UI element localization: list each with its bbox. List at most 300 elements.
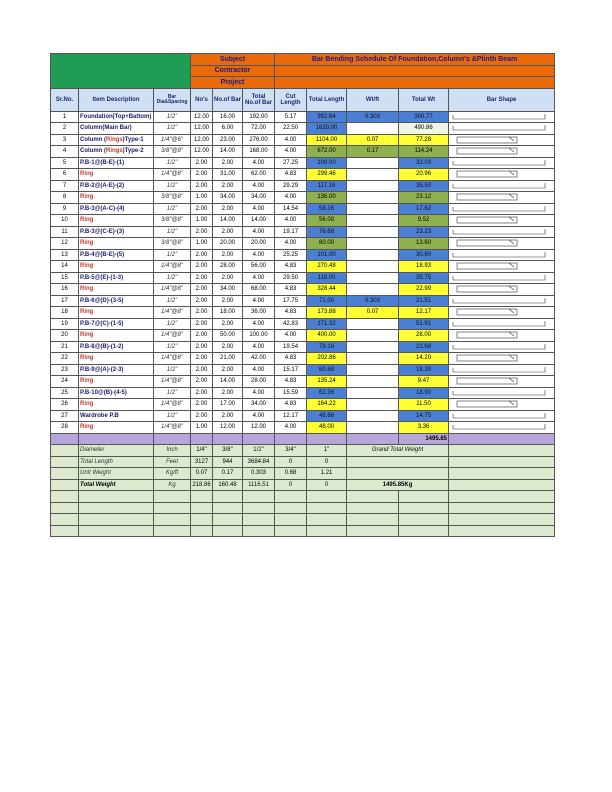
bar-shape-cell <box>449 376 555 388</box>
cut-length-cell: 27.25 <box>275 157 307 169</box>
empty-cell <box>243 491 275 503</box>
empty-cell <box>213 491 243 503</box>
summary-value: 3127 <box>191 456 213 468</box>
nos-cell: 12.00 <box>191 134 213 146</box>
col-item: Item Description <box>79 88 154 111</box>
nos-cell: 12.00 <box>191 111 213 123</box>
straight-bar-icon <box>449 296 553 306</box>
empty-cell <box>79 525 154 537</box>
nos-cell: 2.00 <box>191 410 213 422</box>
summary-value: 1/4" <box>191 445 213 457</box>
header-row-subject <box>51 54 555 66</box>
summary-value: 1116.51 <box>243 479 275 491</box>
sr-cell: 1 <box>51 111 79 123</box>
summary-value: 1/2" <box>243 445 275 457</box>
sr-cell: 19 <box>51 318 79 330</box>
nos-cell: 2.00 <box>191 284 213 296</box>
ring-text: Ring <box>80 194 94 201</box>
total-no-cell: 192.00 <box>243 111 275 123</box>
no-of-bar-cell: 14.00 <box>213 376 243 388</box>
total-wt-cell: 9.47 <box>399 376 449 388</box>
desc-text: P.B-10@(B)-(4-5) <box>80 389 127 396</box>
item-description <box>79 318 154 330</box>
summary-value: 0 <box>307 479 347 491</box>
nos-cell: 2.00 <box>191 169 213 181</box>
summary-value: 1.21 <box>307 468 347 480</box>
item-description <box>79 215 154 227</box>
table-row <box>51 123 555 135</box>
summary-value: 0.68 <box>275 468 307 480</box>
total-no-cell: 36.00 <box>243 307 275 319</box>
total-no-cell: 62.00 <box>243 169 275 181</box>
empty-cell <box>399 491 449 503</box>
straight-bar-icon <box>449 319 553 329</box>
bar-shape-cell <box>449 399 555 411</box>
empty-cell <box>213 502 243 514</box>
total-wt-cell: 17.62 <box>399 203 449 215</box>
total-wt-cell: 21.51 <box>399 295 449 307</box>
no-of-bar-cell: 6.00 <box>213 123 243 135</box>
total-no-cell: 4.00 <box>243 410 275 422</box>
grand-total-kg: 1495.85Kg <box>347 479 449 491</box>
summary-blank <box>449 479 555 491</box>
summary-value: 0.17 <box>213 468 243 480</box>
sr-cell: 9 <box>51 203 79 215</box>
item-description <box>79 307 154 319</box>
ring-shape-icon <box>449 376 553 386</box>
wt-ft-cell <box>347 399 399 411</box>
summary-value: 0.303 <box>243 468 275 480</box>
bar-shape-cell <box>449 192 555 204</box>
nos-cell: 12.00 <box>191 123 213 135</box>
empty-cell <box>449 525 555 537</box>
cut-length-cell: 4.83 <box>275 284 307 296</box>
sr-cell: 23 <box>51 364 79 376</box>
ring-text: Rings <box>106 136 123 143</box>
total-length-cell: 270.48 <box>307 261 347 273</box>
desc-text: P.B-2@(A-E)-(2) <box>80 182 125 189</box>
sr-cell: 27 <box>51 410 79 422</box>
total-length-cell: 135.24 <box>307 376 347 388</box>
sr-cell: 14 <box>51 261 79 273</box>
total-length-cell: 672.00 <box>307 146 347 158</box>
straight-bar-icon <box>449 273 553 283</box>
desc-text: P.B-3@(A-C)-(4) <box>80 205 125 212</box>
sr-cell: 5 <box>51 157 79 169</box>
empty-cell <box>449 502 555 514</box>
empty-cell <box>154 525 191 537</box>
table-row <box>51 169 555 181</box>
nos-cell: 2.00 <box>191 203 213 215</box>
wt-ft-cell: 0.303 <box>347 111 399 123</box>
bar-dia-cell: 1/2" <box>154 180 191 192</box>
wt-ft-cell: 0.303 <box>347 295 399 307</box>
total-no-cell: 4.00 <box>243 272 275 284</box>
empty-cell <box>51 514 79 526</box>
no-of-bar-cell: 23.00 <box>213 134 243 146</box>
item-description <box>79 169 154 181</box>
summary-blank <box>347 456 449 468</box>
summary-value: 3/4" <box>275 445 307 457</box>
desc-text: P.B-6@(D)-(3-5) <box>80 297 124 304</box>
cut-length-cell: 22.50 <box>275 123 307 135</box>
table-row <box>51 272 555 284</box>
total-wt-cell: 23.12 <box>399 192 449 204</box>
summary-value: 3/8" <box>213 445 243 457</box>
col-shape: Bar Shape <box>449 88 555 111</box>
ring-shape-icon <box>449 238 553 248</box>
table-row <box>51 330 555 342</box>
empty-cell <box>399 502 449 514</box>
cut-length-cell: 4.00 <box>275 134 307 146</box>
nos-cell: 2.00 <box>191 295 213 307</box>
bbs-table <box>50 53 555 537</box>
desc-text: Foundation(Top+Battom) <box>80 113 152 120</box>
nos-cell: 1.00 <box>191 238 213 250</box>
bar-shape-cell <box>449 157 555 169</box>
bar-shape-cell <box>449 169 555 181</box>
bar-shape-cell <box>449 249 555 261</box>
bar-shape-cell <box>449 180 555 192</box>
summary-label: Diameter <box>79 445 154 457</box>
total-wt-cell: 18.39 <box>399 364 449 376</box>
cut-length-cell: 4.00 <box>275 330 307 342</box>
total-length-cell: 76.68 <box>307 226 347 238</box>
no-of-bar-cell: 16.00 <box>213 111 243 123</box>
wt-ft-cell <box>347 226 399 238</box>
cut-length-cell: 4.00 <box>275 422 307 434</box>
desc-text: P.B-3@(C-E)-(3) <box>80 228 125 235</box>
total-length-cell: 109.00 <box>307 157 347 169</box>
total-filler <box>243 433 275 445</box>
total-length-cell: 71.00 <box>307 295 347 307</box>
summary-blank <box>449 445 555 457</box>
wt-ft-cell: 0.07 <box>347 134 399 146</box>
no-of-bar-cell: 28.00 <box>213 261 243 273</box>
table-row <box>51 295 555 307</box>
ring-shape-icon <box>449 215 553 225</box>
total-length-cell: 58.16 <box>307 203 347 215</box>
table-row <box>51 410 555 422</box>
sr-cell: 21 <box>51 341 79 353</box>
total-wt-cell: 23.68 <box>399 341 449 353</box>
summary-unit: Inch <box>154 445 191 457</box>
total-length-cell: 118.00 <box>307 272 347 284</box>
total-no-cell: 4.00 <box>243 341 275 353</box>
col-nos: No's <box>191 88 213 111</box>
summary-blank <box>449 456 555 468</box>
cut-length-cell: 19.54 <box>275 341 307 353</box>
desc-text: P.B-7@(C)-(1-5) <box>80 320 124 327</box>
total-length-cell: 60.68 <box>307 364 347 376</box>
table-row <box>51 146 555 158</box>
item-description <box>79 376 154 388</box>
wt-ft-cell <box>347 215 399 227</box>
bar-dia-cell: 1/4"@8" <box>154 353 191 365</box>
col-sr: Sr.No. <box>51 88 79 111</box>
bar-shape-cell <box>449 238 555 250</box>
sr-cell: 17 <box>51 295 79 307</box>
cut-length-cell: 4.00 <box>275 215 307 227</box>
cut-length-cell: 4.83 <box>275 307 307 319</box>
bar-dia-cell: 1/4"@6" <box>154 134 191 146</box>
total-no-cell: 100.00 <box>243 330 275 342</box>
empty-row <box>51 491 555 503</box>
summary-row-unit_wt <box>51 468 555 480</box>
sr-cell: 10 <box>51 215 79 227</box>
ring-text: Ring <box>80 355 94 362</box>
table-row <box>51 203 555 215</box>
empty-cell <box>275 502 307 514</box>
total-wt-cell: 3.36 <box>399 422 449 434</box>
wt-ft-cell <box>347 284 399 296</box>
empty-cell <box>243 514 275 526</box>
sr-cell: 22 <box>51 353 79 365</box>
total-length-cell: 56.00 <box>307 215 347 227</box>
bar-dia-cell: 1/4"@8" <box>154 261 191 273</box>
cut-length-cell: 19.17 <box>275 226 307 238</box>
bar-shape-cell <box>449 341 555 353</box>
no-of-bar-cell: 2.00 <box>213 387 243 399</box>
table-row <box>51 238 555 250</box>
cut-length-cell: 4.83 <box>275 261 307 273</box>
straight-bar-icon <box>449 342 553 352</box>
total-length-cell: 173.88 <box>307 307 347 319</box>
bar-dia-cell: 1/4"@8" <box>154 284 191 296</box>
item-description <box>79 284 154 296</box>
total-no-cell: 4.00 <box>243 295 275 307</box>
bar-shape-cell <box>449 364 555 376</box>
nos-cell: 2.00 <box>191 249 213 261</box>
empty-cell <box>275 491 307 503</box>
total-filler <box>79 433 154 445</box>
nos-cell: 1.00 <box>191 422 213 434</box>
item-description <box>79 261 154 273</box>
empty-cell <box>449 514 555 526</box>
desc-text: Column ( <box>80 148 106 155</box>
no-of-bar-cell: 2.00 <box>213 157 243 169</box>
empty-cell <box>191 502 213 514</box>
total-no-cell: 68.00 <box>243 284 275 296</box>
bar-shape-cell <box>449 203 555 215</box>
grand-total-row <box>51 433 555 445</box>
ring-text: Ring <box>80 217 94 224</box>
total-length-cell: 992.64 <box>307 111 347 123</box>
bar-shape-cell <box>449 272 555 284</box>
nos-cell: 1.00 <box>191 192 213 204</box>
total-filler <box>449 433 555 445</box>
bar-shape-cell <box>449 261 555 273</box>
total-wt-cell: 51.91 <box>399 318 449 330</box>
cut-length-cell: 15.17 <box>275 364 307 376</box>
desc-text: P.B-8@(B)-(1-2) <box>80 343 124 350</box>
item-description <box>79 364 154 376</box>
total-length-cell: 171.32 <box>307 318 347 330</box>
ring-text: Ring <box>80 263 94 270</box>
ring-text: Ring <box>80 171 94 178</box>
total-wt-cell: 490.86 <box>399 123 449 135</box>
item-description <box>79 180 154 192</box>
summary-row-diameter <box>51 445 555 457</box>
total-wt-cell: 33.03 <box>399 157 449 169</box>
item-description <box>79 399 154 411</box>
total-no-cell: 276.00 <box>243 134 275 146</box>
empty-cell <box>191 525 213 537</box>
wt-ft-cell <box>347 169 399 181</box>
bar-dia-cell: 1/2" <box>154 157 191 169</box>
ring-text: Rings <box>106 148 123 155</box>
no-of-bar-cell: 50.00 <box>213 330 243 342</box>
straight-bar-icon <box>449 112 553 122</box>
item-description <box>79 272 154 284</box>
no-of-bar-cell: 31.00 <box>213 169 243 181</box>
wt-ft-cell <box>347 192 399 204</box>
cut-length-cell: 4.00 <box>275 238 307 250</box>
col-total-wt: Total Wt <box>399 88 449 111</box>
ring-text: Ring <box>80 401 94 408</box>
ring-shape-icon <box>449 261 553 271</box>
straight-bar-icon <box>449 181 553 191</box>
no-of-bar-cell: 2.00 <box>213 180 243 192</box>
empty-cell <box>213 514 243 526</box>
total-no-cell: 42.00 <box>243 353 275 365</box>
empty-cell <box>307 502 347 514</box>
ring-shape-icon <box>449 135 553 145</box>
summary-blank <box>51 456 79 468</box>
col-cut: Cut Length <box>275 88 307 111</box>
ring-shape-icon <box>449 192 553 202</box>
total-no-cell: 4.00 <box>243 249 275 261</box>
no-of-bar-cell: 34.00 <box>213 284 243 296</box>
no-of-bar-cell: 12.00 <box>213 422 243 434</box>
bar-shape-cell <box>449 111 555 123</box>
cut-length-cell: 29.50 <box>275 272 307 284</box>
bar-dia-cell: 1/4"@8" <box>154 376 191 388</box>
wt-ft-cell <box>347 272 399 284</box>
wt-ft-cell: 0.07 <box>347 307 399 319</box>
empty-row <box>51 502 555 514</box>
empty-cell <box>154 502 191 514</box>
project-value <box>275 77 555 89</box>
straight-bar-icon <box>449 204 553 214</box>
total-length-cell: 78.16 <box>307 341 347 353</box>
summary-value: 218.86 <box>191 479 213 491</box>
desc-suffix: )Type-1 <box>122 136 144 143</box>
table-row <box>51 387 555 399</box>
summary-blank <box>449 468 555 480</box>
desc-suffix: )Type-2 <box>122 148 144 155</box>
wt-ft-cell <box>347 410 399 422</box>
table-row <box>51 261 555 273</box>
cut-length-cell: 4.83 <box>275 353 307 365</box>
summary-value: 0 <box>275 479 307 491</box>
cut-length-cell: 12.17 <box>275 410 307 422</box>
no-of-bar-cell: 18.00 <box>213 307 243 319</box>
empty-cell <box>347 491 399 503</box>
total-length-cell: 101.00 <box>307 249 347 261</box>
no-of-bar-cell: 2.00 <box>213 226 243 238</box>
ring-text: Ring <box>80 240 94 247</box>
straight-bar-icon <box>449 422 553 432</box>
no-of-bar-cell: 34.00 <box>213 192 243 204</box>
nos-cell: 12.00 <box>191 146 213 158</box>
item-description <box>79 203 154 215</box>
nos-cell: 1.00 <box>191 215 213 227</box>
total-filler <box>307 433 347 445</box>
summary-label: Total Length <box>79 456 154 468</box>
wt-ft-cell <box>347 376 399 388</box>
total-no-cell: 4.00 <box>243 203 275 215</box>
item-description <box>79 295 154 307</box>
cut-length-cell: 14.54 <box>275 203 307 215</box>
nos-cell: 2.00 <box>191 318 213 330</box>
straight-bar-icon <box>449 158 553 168</box>
total-wt-cell: 35.50 <box>399 180 449 192</box>
item-description <box>79 134 154 146</box>
bar-shape-cell <box>449 123 555 135</box>
bar-shape-cell <box>449 387 555 399</box>
wt-ft-cell <box>347 203 399 215</box>
desc-text: P.B-9@(A)-(2-3) <box>80 366 124 373</box>
total-wt-cell: 20.96 <box>399 169 449 181</box>
nos-cell: 2.00 <box>191 226 213 238</box>
total-filler <box>154 433 191 445</box>
total-length-cell: 400.00 <box>307 330 347 342</box>
total-no-cell: 56.00 <box>243 261 275 273</box>
item-description <box>79 146 154 158</box>
total-wt-cell: 77.28 <box>399 134 449 146</box>
bar-dia-cell: 1/2" <box>154 203 191 215</box>
ring-shape-icon <box>449 353 553 363</box>
total-wt-cell: 23.23 <box>399 226 449 238</box>
item-description <box>79 330 154 342</box>
bar-dia-cell: 1/4"@8" <box>154 307 191 319</box>
cut-length-cell: 4.83 <box>275 399 307 411</box>
wt-ft-cell <box>347 249 399 261</box>
wt-ft-cell <box>347 261 399 273</box>
total-length-cell: 202.86 <box>307 353 347 365</box>
sr-cell: 15 <box>51 272 79 284</box>
total-length-cell: 117.16 <box>307 180 347 192</box>
total-wt-cell: 30.60 <box>399 249 449 261</box>
no-of-bar-cell: 2.00 <box>213 318 243 330</box>
bar-shape-cell <box>449 284 555 296</box>
empty-cell <box>79 514 154 526</box>
bar-dia-cell: 1/4"@8" <box>154 169 191 181</box>
sr-cell: 20 <box>51 330 79 342</box>
no-of-bar-cell: 21.00 <box>213 353 243 365</box>
total-no-cell: 4.00 <box>243 157 275 169</box>
no-of-bar-cell: 2.00 <box>213 364 243 376</box>
sr-cell: 13 <box>51 249 79 261</box>
wt-ft-cell <box>347 422 399 434</box>
contractor-label: Contractor <box>191 65 275 77</box>
bar-dia-cell: 1/2" <box>154 249 191 261</box>
desc-text: Column ( <box>80 136 106 143</box>
wt-ft-cell <box>347 157 399 169</box>
empty-cell <box>243 502 275 514</box>
header-green-block <box>51 54 191 89</box>
desc-text: P.B-4@(B-E)-(5) <box>80 251 125 258</box>
total-length-cell: 136.00 <box>307 192 347 204</box>
bar-dia-cell: 3/8"@8" <box>154 146 191 158</box>
contractor-value <box>275 65 555 77</box>
empty-cell <box>191 491 213 503</box>
bar-dia-cell: 1/2" <box>154 387 191 399</box>
empty-cell <box>51 502 79 514</box>
table-row <box>51 226 555 238</box>
item-description <box>79 387 154 399</box>
